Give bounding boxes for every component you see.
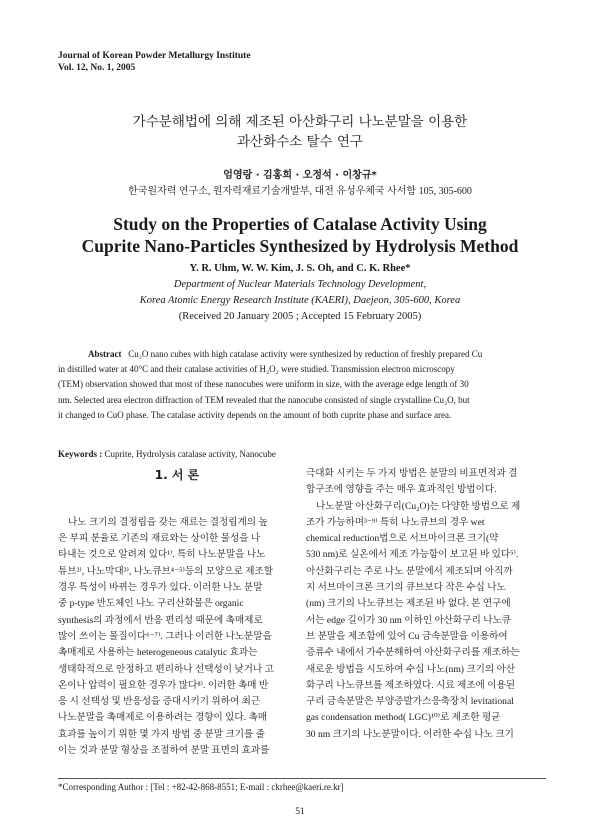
footnote-divider bbox=[58, 778, 546, 779]
korean-title-line-2: 과산화수소 탈수 연구 bbox=[237, 134, 363, 150]
right-column bbox=[306, 466, 544, 743]
text-line bbox=[58, 759, 296, 775]
text-line: gas condensation method( LGC)¹⁰⁾로 제조한 평균 bbox=[306, 712, 501, 724]
english-authors: Y. R. Uhm, W. W. Kim, J. S. Oh, and C. K. Rhee* bbox=[189, 263, 411, 274]
text-line: 나노 크기의 결정립을 갖는 재료는 결정립계의 높 bbox=[68, 516, 268, 528]
abstract-line-4: nm. Selected area electron diffraction of TEM revealed that the nanocube consisted of single crystalline Cu₂O, but bbox=[58, 394, 470, 405]
text-line: 효과를 높이기 위한 몇 가지 방법 중 분말 크기를 줄 bbox=[58, 728, 265, 740]
text-line: 지 서브마이크론 크기의 큐브보다 작은 수십 나노 bbox=[306, 582, 506, 594]
text-line: 나노분말을 촉매제로 이용하려는 경향이 있다. 촉매 bbox=[58, 712, 268, 724]
korean-affiliation: 한국원자력 연구소, 원자력재료기술개발부, 대전 유성우체국 사서함 105, 305-600 bbox=[128, 186, 472, 197]
text-line: 증류수 내에서 가수분해하여 아산화구리를 제조하는 bbox=[306, 647, 520, 659]
text-line: 온이나 압력이 필요한 경우가 많다⁸⁾. 이러한 촉매 반 bbox=[58, 679, 269, 691]
text-line: 화구리 나노큐브를 제조하였다. 시료 제조에 이용된 bbox=[306, 679, 516, 691]
keywords bbox=[58, 449, 546, 459]
text-line: 응 시 선택성 및 반응성을 증대시키기 위하여 최근 bbox=[58, 696, 261, 708]
journal-name: Journal of Korean Powder Metallurgy Institute bbox=[58, 51, 251, 61]
text-line: 아산화구리는 주로 나노 분말에서 제조되며 아직까 bbox=[306, 565, 513, 577]
korean-title-line-1: 가수분해법에 의해 제조된 아산화구리 나노분말을 이용한 bbox=[132, 114, 468, 130]
text-line: 나노분말 아산화구리(Cu₂O)는 다양한 방법으로 제 bbox=[316, 500, 521, 512]
text-line: 30 nm 크기의 나노분말이다. 이러한 수십 나노 크기 bbox=[306, 728, 514, 740]
page-number: 51 bbox=[295, 807, 305, 817]
abstract-line-1 bbox=[58, 347, 546, 362]
text-line: 브 분말을 제조함에 있어 Cu 금속분말을 이용하여 bbox=[306, 630, 508, 642]
text-line: 합구조에 영향을 주는 매우 효과적인 방법이다. bbox=[306, 484, 497, 496]
english-department: Department of Nuclear Materials Technology Development, bbox=[173, 279, 427, 290]
text-line: (nm) 크기의 나노큐브는 제조된 바 없다. 본 연구에 bbox=[306, 598, 511, 610]
text-line: 경우 특성이 바뀌는 경우가 있다. 이러한 나노 분말 bbox=[58, 582, 263, 594]
text-line: 구리 금속분말은 부양증발가스응축장치 levitational bbox=[306, 696, 514, 708]
text-line: chemical reduction법으로 서브마이크론 크기(약 bbox=[306, 533, 499, 545]
text-line: 서는 edge 길이가 30 nm 이하인 아산화구리 나노큐 bbox=[306, 614, 512, 626]
journal-header bbox=[58, 50, 251, 74]
keywords-text: Cuprite, Hydrolysis catalase activity, Nanocube bbox=[104, 449, 276, 459]
abstract-line-5: it changed to CuO phase. The catalase activity depends on the amount of both cuprite phase and surface area. bbox=[58, 409, 452, 420]
abstract-text-1: Cu₂O nano cubes with high catalase activity were synthesized by reduction of freshly prepared Cu bbox=[128, 349, 483, 359]
text-line: 새로운 방법을 시도하여 수십 나노(nm) 크기의 아산 bbox=[306, 663, 516, 675]
english-institute: Korea Atomic Energy Research Institute (KAERI), Daejeon, 305-600, Korea bbox=[139, 295, 461, 306]
journal-volume: Vol. 12, No. 1, 2005 bbox=[58, 63, 136, 73]
korean-authors: 엄영랑 · 김홍희 · 오정석 · 이창규* bbox=[223, 170, 377, 181]
abstract bbox=[58, 347, 546, 423]
text-line bbox=[58, 499, 296, 515]
abstract-line-2: in distilled water at 40°C and their catalase activities of H₂O₂ were studied. Transmission electron microscopy bbox=[58, 364, 455, 375]
text-line: 극대화 시키는 두 가지 방법은 분말의 비표면적과 결 bbox=[306, 468, 518, 479]
text-line: synthesis의 과정에서 반응 편리성 때문에 촉매제로 bbox=[58, 614, 263, 626]
text-line: 타내는 것으로 알려져 있다¹⁾. 특히 나노분말을 나노 bbox=[58, 549, 266, 561]
english-title-line-1: Study on the Properties of Catalase Activity Using bbox=[113, 214, 487, 234]
abstract-label: Abstract bbox=[88, 349, 122, 359]
text-line: 은 부피 분율로 기존의 재료와는 상이한 물성을 나 bbox=[58, 533, 261, 545]
text-line: 조가 가능하며³⁻⁹⁾ 특히 나노큐브의 경우 wet bbox=[306, 516, 485, 528]
abstract-line-3: (TEM) observation showed that most of these nanocubes were uniform in size, with the average edge length of 30 bbox=[58, 379, 469, 390]
received-dates: (Received 20 January 2005 ; Accepted 15 February 2005) bbox=[178, 311, 422, 322]
corresponding-author-footnote: *Corresponding Author : [Tel : +82-42-868-8551; E-mail : ckrhee@kaeri.re.kr] bbox=[58, 782, 344, 792]
english-title-line-2: Cuprite Nano-Particles Synthesized by Hydrolysis Method bbox=[81, 236, 519, 256]
text-line bbox=[58, 482, 296, 498]
text-line: 생태학적으로 안정하고 편리하나 선택성이 낮거나 고 bbox=[58, 663, 274, 675]
left-column bbox=[58, 466, 296, 776]
text-line: 촉매제로 사용하는 heterogeneous catalytic 효과는 bbox=[58, 647, 258, 659]
text-line: 중 p-type 반도체인 나노 구리산화물은 organic bbox=[58, 598, 244, 610]
text-line: 많이 쓰이는 물질이다⁶⁻⁷⁾. 그러나 이러한 나노분말을 bbox=[58, 630, 272, 642]
text-line: 530 nm)로 실온에서 제조 가능함이 보고된 바 있다⁵⁾. bbox=[306, 549, 519, 561]
section-heading-introduction: 1. 서 론 bbox=[154, 468, 200, 482]
text-line: 튜브²⁾, 나노막대³⁾, 나노큐브⁴⁻⁵⁾등의 모양으로 제조할 bbox=[58, 565, 274, 577]
keywords-label: Keywords : bbox=[58, 449, 103, 459]
text-line bbox=[58, 466, 296, 482]
text-line: 이는 것과 분말 형상을 조절하여 분말 표면의 효과를 bbox=[58, 745, 270, 757]
